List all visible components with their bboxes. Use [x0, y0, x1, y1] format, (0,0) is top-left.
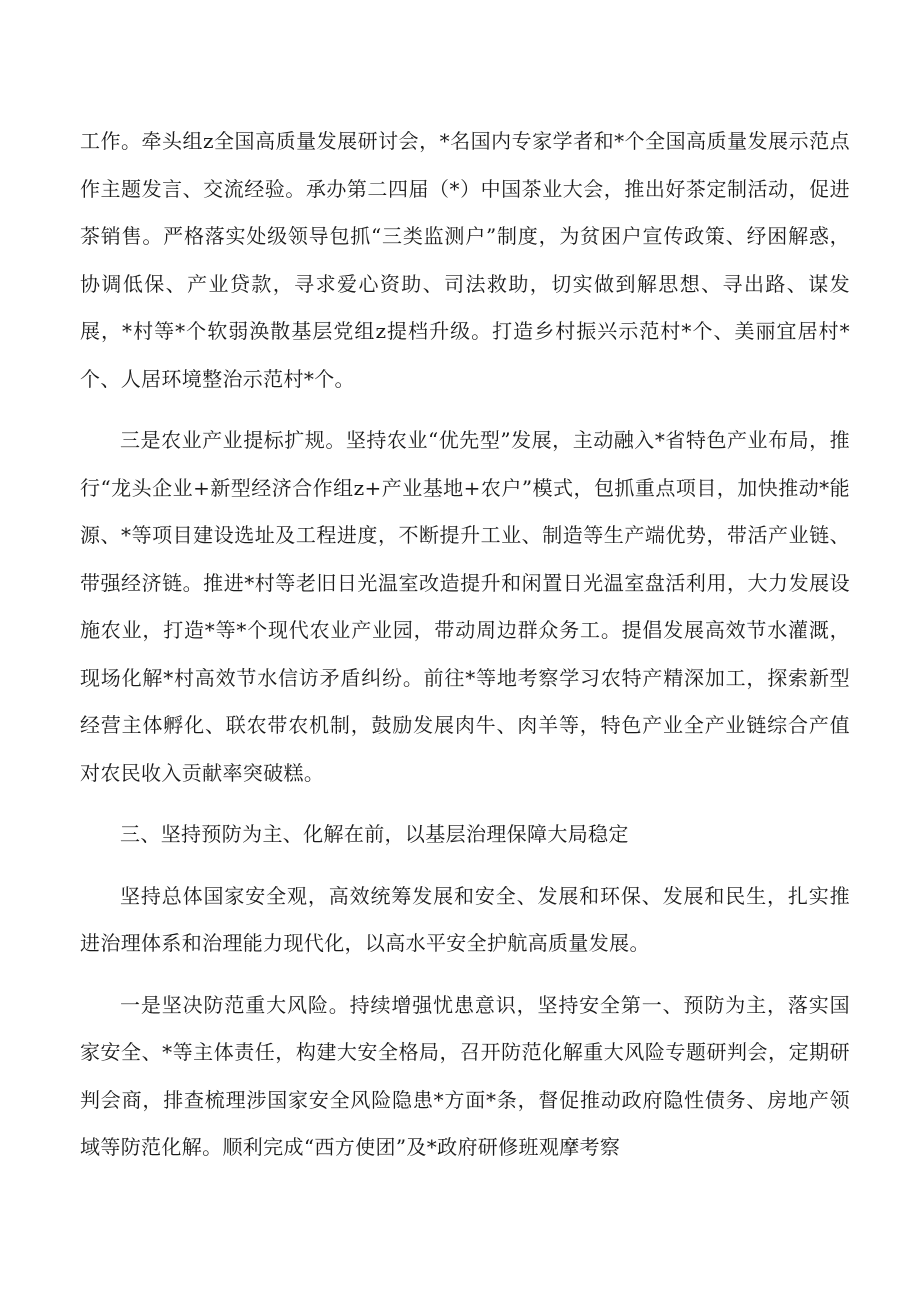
paragraph-security-intro: 坚持总体国家安全观，高效统筹发展和安全、发展和环保、发展和民生，扎实推进治理体系和治理能力现代化，以高水平安全护航高质量发展。	[80, 883, 850, 955]
paragraph-risk-prevention: 一是坚决防范重大风险。持续增强忧患意识，坚持安全第一、预防为主，落实国家安全、*等主体责任，构建大安全格局，召开防范化解重大风险专题研判会，定期研判会商，排查梳理涉国家安全风险隐患*方面*条，督促推动政府隐性债务、房地产领域等防范化解。顺利完成“西方使团”及*政府研修班观摩考察	[80, 992, 850, 1159]
paragraph-continuation: 工作。牵头组z全国高质量发展研讨会，*名国内专家学者和*个全国高质量发展示范点作主题发言、交流经验。承办第二四届（*）中国茶业大会，推出好茶定制活动，促进茶销售。严格落实处级领导包抓“三类监测户”制度，为贫困户宣传政策、纾困解惑，协调低保、产业贷款，寻求爱心资助、司法救助，切实做到解思想、寻出路、谋发展，*村等*个软弱涣散基层党组z提档升级。打造乡村振兴示范村*个、美丽宜居村*个、人居环境整治示范村*个。	[80, 129, 850, 391]
paragraph-agriculture: 三是农业产业提标扩规。坚持农业“优先型”发展，主动融入*省特色产业布局，推行“龙头企业+新型经济合作组z+产业基地+农户”模式，包抓重点项目，加快推动*能源、*等项目建设选址及工程进度，不断提升工业、制造等生产端优势，带活产业链、带强经济链。推进*村等老旧日光温室改造提升和闲置日光温室盘活利用，大力发展设施农业，打造*等*个现代农业产业园，带动周边群众务工。提倡发展高效节水灌溉，现场化解*村高效节水信访矛盾纠纷。前往*等地考察学习农特产精深加工，探索新型经营主体孵化、联农带农机制，鼓励发展肉牛、肉羊等，特色产业全产业链综合产值对农民收入贡献率突破糕。	[80, 428, 850, 785]
document-body	[80, 118, 850, 1186]
section-heading: 三、坚持预防为主、化解在前，以基层治理保障大局稳定	[120, 822, 629, 846]
